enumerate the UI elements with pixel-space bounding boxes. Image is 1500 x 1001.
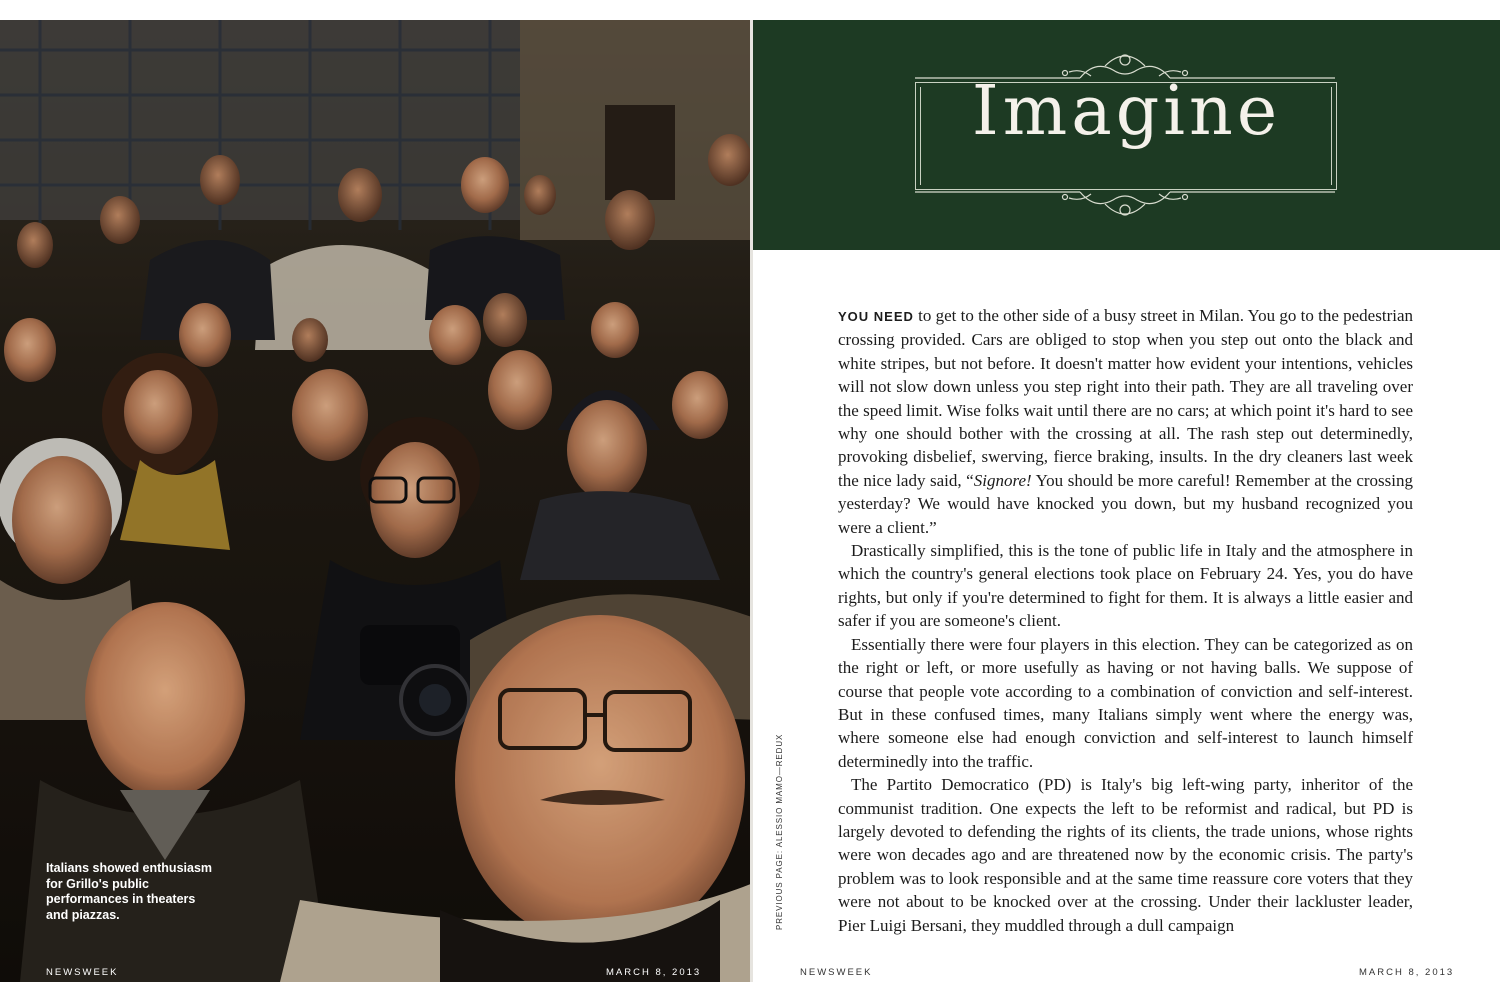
photo-credit: PREVIOUS PAGE: ALESSIO MAMO—REDUX	[775, 733, 784, 930]
right-footer-date: MARCH 8, 2013	[1359, 967, 1455, 978]
crowd-photo	[0, 20, 750, 982]
headline-title: Imagine	[971, 72, 1282, 151]
headline-banner	[753, 20, 1500, 250]
left-footer-publication: NEWSWEEK	[46, 967, 119, 978]
article-lead-in: YOU NEED	[838, 309, 914, 324]
paragraph-1-end: You should be more careful! Remember at the crossing yesterday? We would have knocked you down, but my husband recognized you were a client.”	[838, 470, 1413, 537]
left-page	[0, 20, 750, 982]
right-footer-publication: NEWSWEEK	[800, 967, 873, 978]
bottom-flourish-icon	[915, 182, 1335, 222]
article-paragraph-3: Essentially there were four players in this election. They can be categorized as on the right or left, or more usefully as having or not having balls. We suppose of course that people vote according to a combination of conviction and self-interest. But in these confused times, many Italians simply went where the energy was, where someone else had enough conviction and self-interest to launch himself determinedly into the traffic.	[838, 634, 1413, 771]
article-body	[838, 304, 1413, 937]
photo-caption: Italians showed enthusiasm for Grillo's public performances in theaters and piazzas.	[46, 861, 213, 922]
article-paragraph-4: The Partito Democratico (PD) is Italy's big left-wing party, inheritor of the communist tradition. One expects the left to be reformist and radical, but PD is largely devoted to defending the rights of its clients, the trade unions, whose rights were won decades ago and are threatened now by the economic crisis. The party's problem was to look responsible and at the same time reassure core voters that they were not about to be knocked over at the crossing. Under their lackluster leader, Pier Luigi Bersani, they muddled through a dull campaign	[838, 775, 1413, 935]
paragraph-1-italic: Signore!	[973, 470, 1032, 490]
paragraph-1-text: to get to the other side of a busy street in Milan. You go to the pedestrian crossing provided. Cars are obliged to stop when you step out onto the black and white stripes, but not before. It doesn't matter how evident your intentions, vehicles will not slow down unless you step right into their path. They are all traveling over the speed limit. Wise folks wait until there are no cars; at which point it's hard to see why one should bother with the crossing at all. The rash step out determinedly, provoking disbelief, swerving, fierce braking, insults. In the dry cleaners last week the nice lady said, “	[838, 306, 1413, 490]
left-footer-date: MARCH 8, 2013	[606, 967, 702, 978]
article-paragraph-1	[838, 304, 1413, 539]
article-paragraph-2: Drastically simplified, this is the tone of public life in Italy and the atmosphere in which the country's general elections took place on February 24. Yes, you do have rights, but only if you're determined to fight for them. It is always a little easier and safer if you are someone's client.	[838, 541, 1413, 631]
